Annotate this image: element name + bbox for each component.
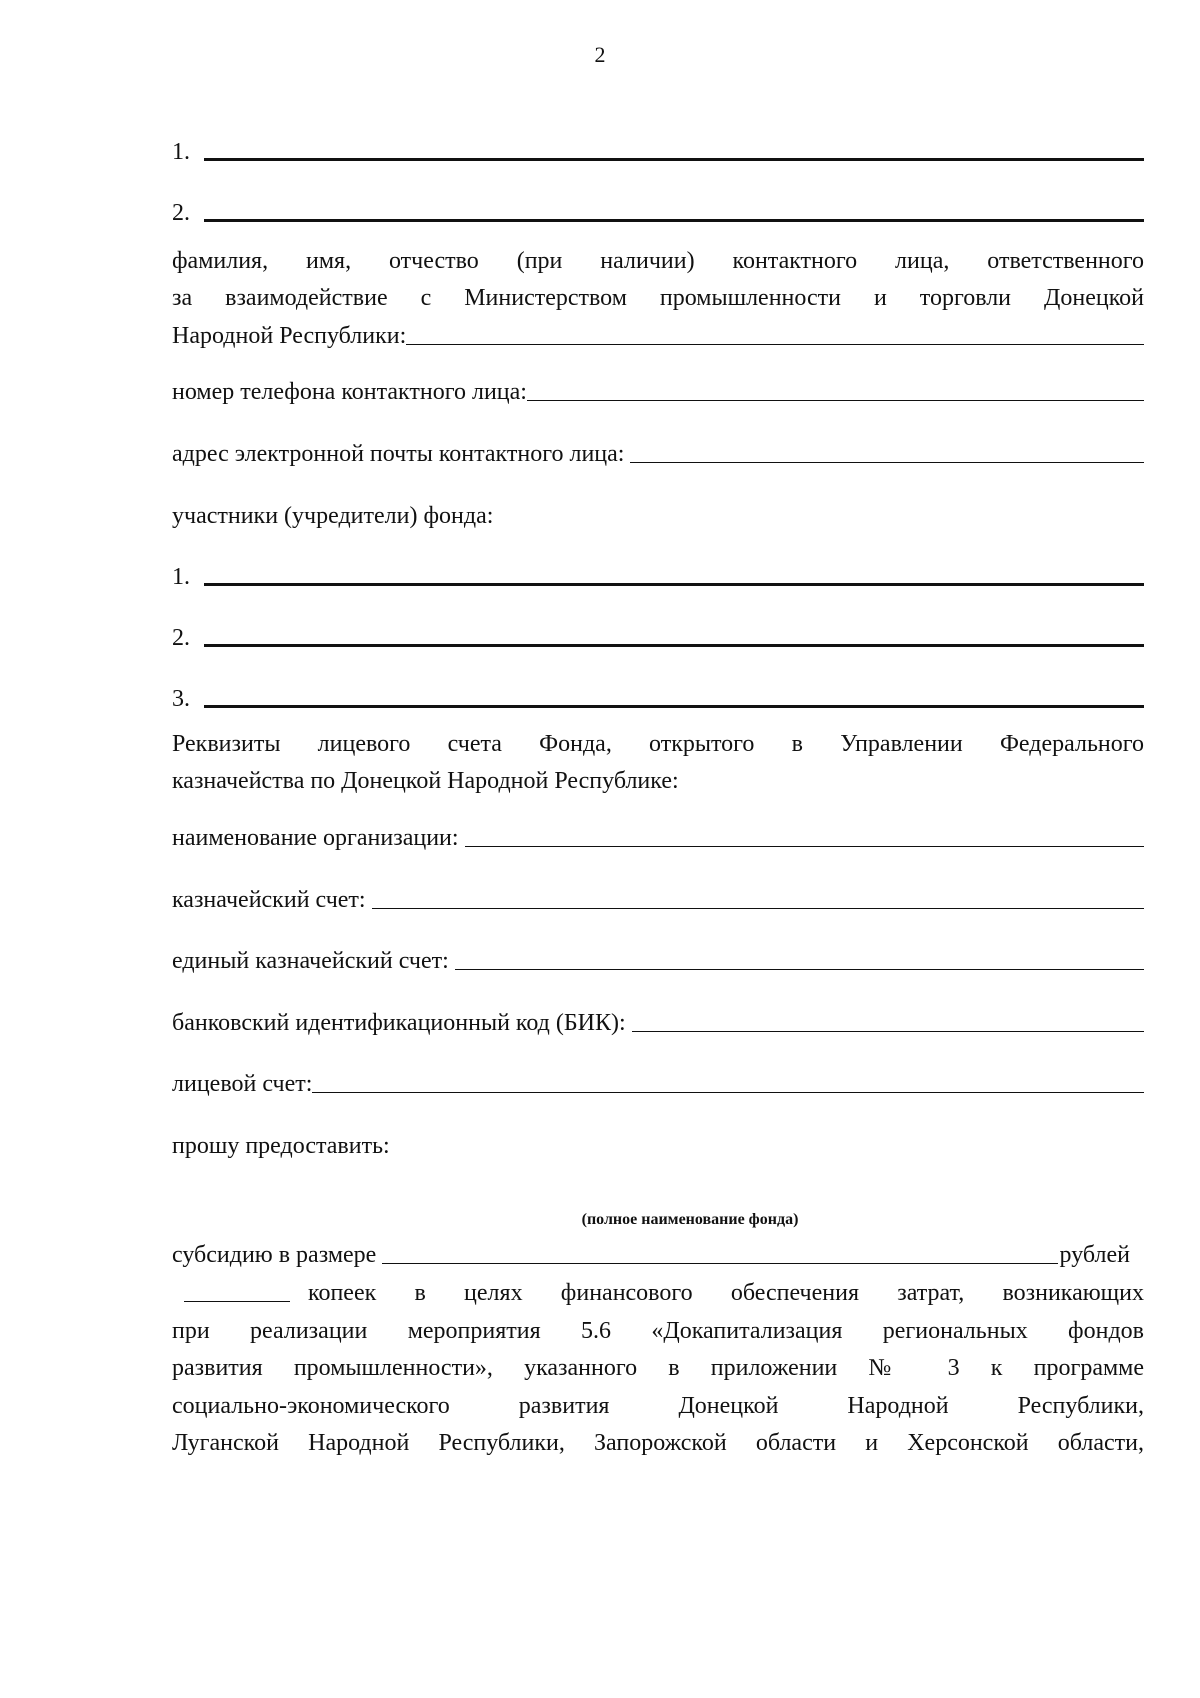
request-label: прошу предоставить: — [172, 1133, 390, 1159]
personal-account-label: лицевой счет: — [172, 1071, 313, 1097]
blank-line — [312, 1092, 1144, 1093]
org-name-label: наименование организации: — [172, 825, 465, 851]
kopecks-blank[interactable] — [184, 1301, 290, 1302]
rubles-label: рублей — [1059, 1242, 1130, 1268]
body-line-2: развития промышленности», указанного в приложении № 3 к программе — [172, 1355, 1144, 1381]
participant-line-3[interactable] — [172, 687, 1144, 711]
fund-name-caption: (полное наименование фонда) — [581, 1211, 799, 1228]
kopecks-row — [172, 1281, 1144, 1305]
blank-line — [204, 705, 1144, 708]
founder-line-1[interactable] — [172, 140, 1144, 164]
blank-line — [527, 400, 1144, 401]
line-number: 1. — [172, 139, 190, 165]
line-number: 3. — [172, 686, 190, 712]
blank-line — [382, 1263, 1057, 1264]
contact-text-line-1: фамилия, имя, отчество (при наличии) контактного лица, ответственного — [172, 248, 1144, 274]
requisites-line-1: Реквизиты лицевого счета Фонда, открытого в Управлении Федерального — [172, 731, 1144, 757]
page-number: 2 — [594, 42, 606, 67]
org-name-field[interactable] — [172, 826, 1144, 850]
requisites-line-2: казначейства по Донецкой Народной Республике: — [172, 768, 679, 794]
contact-name-field[interactable] — [172, 324, 1144, 348]
blank-line — [465, 846, 1144, 847]
blank-line — [204, 158, 1144, 161]
participant-line-1[interactable] — [172, 565, 1144, 589]
blank-line — [204, 219, 1144, 222]
phone-field[interactable] — [172, 380, 1144, 404]
bik-field[interactable] — [172, 1011, 1144, 1035]
kopecks-text: копеек в целях финансового обеспечения затрат, возникающих — [308, 1280, 1144, 1306]
blank-line — [632, 1031, 1144, 1032]
single-treasury-account-label: единый казначейский счет: — [172, 948, 455, 974]
email-label: адрес электронной почты контактного лица: — [172, 441, 631, 467]
blank-line — [630, 462, 1144, 463]
blank-line — [372, 908, 1144, 909]
contact-name-label: Народной Республики: — [172, 323, 407, 349]
body-line-4: Луганской Народной Республики, Запорожской области и Херсонской области, — [172, 1430, 1144, 1456]
treasury-account-label: казначейский счет: — [172, 887, 372, 913]
subsidy-amount-field[interactable] — [172, 1243, 1144, 1267]
line-number: 2. — [172, 625, 190, 651]
participants-label: участники (учредители) фонда: — [172, 503, 494, 529]
blank-line — [204, 583, 1144, 586]
body-line-3: социально-экономического развития Донецкой Народной Республики, — [172, 1393, 1144, 1419]
contact-text-line-2: за взаимодействие с Министерством промышленности и торговли Донецкой — [172, 285, 1144, 311]
blank-line — [455, 969, 1144, 970]
line-number: 2. — [172, 200, 190, 226]
blank-line — [406, 344, 1144, 345]
treasury-account-field[interactable] — [172, 888, 1144, 912]
line-number: 1. — [172, 564, 190, 590]
participant-line-2[interactable] — [172, 626, 1144, 650]
phone-label: номер телефона контактного лица: — [172, 379, 527, 405]
email-field[interactable] — [172, 442, 1144, 466]
subsidy-label: субсидию в размере — [172, 1242, 383, 1268]
founder-line-2[interactable] — [172, 201, 1144, 225]
single-treasury-account-field[interactable] — [172, 949, 1144, 973]
bik-label: банковский идентификационный код (БИК): — [172, 1010, 632, 1036]
body-line-1: при реализации мероприятия 5.6 «Докапитализация региональных фондов — [172, 1318, 1144, 1344]
personal-account-field[interactable] — [172, 1072, 1144, 1096]
blank-line — [204, 644, 1144, 647]
